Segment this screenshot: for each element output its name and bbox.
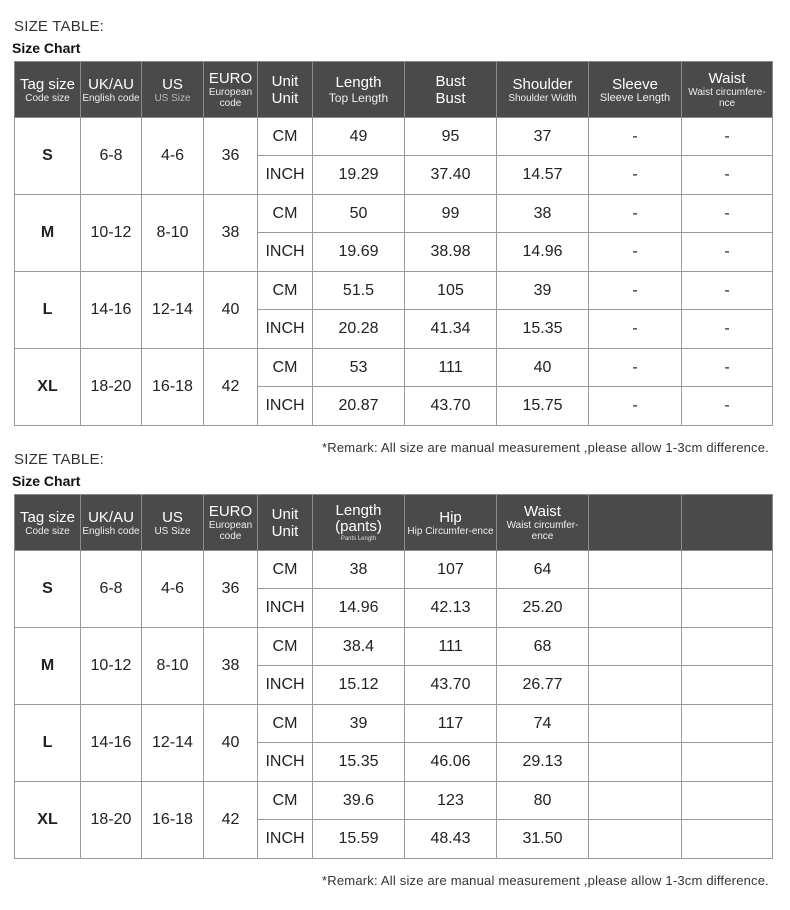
table-row [15,195,773,233]
unit-cell: CM [258,705,313,743]
measurement-cell: 117 [405,705,497,743]
tag-size-cell: M [15,195,81,272]
size-chart-table [14,494,773,859]
header-bust: Bust Bust [405,62,497,118]
remark-note: *Remark: All size are manual measurement ,please allow 1-3cm difference. [322,440,769,455]
measurement-cell: 46.06 [405,743,497,782]
header-empty-2 [682,495,773,551]
unit-cell: CM [258,272,313,310]
measurement-cell: 105 [405,272,497,310]
size-chart-label: Size Chart [12,40,81,56]
measurement-cell: - [589,387,682,426]
measurement-cell: 123 [405,782,497,820]
measurement-cell: 39 [497,272,589,310]
unit-cell: INCH [258,233,313,272]
measurement-cell [589,743,682,782]
table-row [15,349,773,387]
measurement-cell: 42.13 [405,589,497,628]
measurement-cell: 74 [497,705,589,743]
unit-cell: INCH [258,743,313,782]
uk-size-cell: 10-12 [81,628,142,705]
measurement-cell: 15.12 [313,666,405,705]
header-tag-size: Tag size Code size [15,495,81,551]
us-size-cell: 4-6 [142,551,204,628]
size-table-label: SIZE TABLE: [14,18,105,35]
measurement-cell: - [682,195,773,233]
measurement-cell: - [682,310,773,349]
size-chart-label: Size Chart [12,473,81,489]
measurement-cell: 14.57 [497,156,589,195]
uk-size-cell: 14-16 [81,272,142,349]
measurement-cell: 43.70 [405,387,497,426]
measurement-cell [589,820,682,859]
tag-size-cell: L [15,705,81,782]
euro-size-cell: 36 [204,551,258,628]
measurement-cell: 37 [497,118,589,156]
measurement-cell: - [682,387,773,426]
unit-cell: CM [258,118,313,156]
measurement-cell: 19.29 [313,156,405,195]
measurement-cell: 19.69 [313,233,405,272]
measurement-cell: 15.35 [497,310,589,349]
euro-size-cell: 40 [204,705,258,782]
measurement-cell: 38.98 [405,233,497,272]
header-waist: Waist Waist circumfer-ence [497,495,589,551]
euro-size-cell: 42 [204,349,258,426]
measurement-cell: 37.40 [405,156,497,195]
header-us: US US Size [142,495,204,551]
header-length-pants: Length (pants) Pants Length [313,495,405,551]
measurement-cell: 14.96 [313,589,405,628]
measurement-cell: 29.13 [497,743,589,782]
header-euro: EURO European code [204,495,258,551]
measurement-cell: - [589,310,682,349]
header-unit: Unit Unit [258,62,313,118]
header-hip: Hip Hip Circumfer-ence [405,495,497,551]
unit-cell: CM [258,551,313,589]
measurement-cell: 49 [313,118,405,156]
header-shoulder: Shoulder Shoulder Width [497,62,589,118]
measurement-cell: 64 [497,551,589,589]
tag-size-cell: S [15,551,81,628]
measurement-cell: - [589,195,682,233]
measurement-cell: 15.35 [313,743,405,782]
header-us: US US Size [142,62,204,118]
uk-size-cell: 6-8 [81,551,142,628]
measurement-cell: 39 [313,705,405,743]
uk-size-cell: 6-8 [81,118,142,195]
measurement-cell: 43.70 [405,666,497,705]
measurement-cell: - [589,349,682,387]
euro-size-cell: 38 [204,628,258,705]
unit-cell: CM [258,628,313,666]
measurement-cell: - [682,272,773,310]
measurement-cell: 15.75 [497,387,589,426]
header-sleeve: Sleeve Sleeve Length [589,62,682,118]
uk-size-cell: 10-12 [81,195,142,272]
measurement-cell: - [682,118,773,156]
tag-size-cell: XL [15,782,81,859]
header-row [15,495,773,551]
measurement-cell: 31.50 [497,820,589,859]
table-row [15,782,773,820]
header-euro: EURO European code [204,62,258,118]
uk-size-cell: 18-20 [81,782,142,859]
size-chart-table [14,61,773,426]
measurement-cell [589,705,682,743]
euro-size-cell: 38 [204,195,258,272]
tag-size-cell: L [15,272,81,349]
measurement-cell: - [589,272,682,310]
header-uk-au: UK/AU English code [81,495,142,551]
us-size-cell: 16-18 [142,782,204,859]
measurement-cell: 38.4 [313,628,405,666]
measurement-cell [682,820,773,859]
unit-cell: INCH [258,820,313,859]
euro-size-cell: 42 [204,782,258,859]
unit-cell: CM [258,349,313,387]
measurement-cell [682,743,773,782]
measurement-cell [589,551,682,589]
measurement-cell [682,782,773,820]
measurement-cell [682,628,773,666]
tag-size-cell: XL [15,349,81,426]
tag-size-cell: M [15,628,81,705]
measurement-cell: 51.5 [313,272,405,310]
table-row [15,551,773,589]
header-row [15,62,773,118]
measurement-cell: 20.28 [313,310,405,349]
unit-cell: INCH [258,666,313,705]
measurement-cell [682,589,773,628]
unit-cell: CM [258,195,313,233]
us-size-cell: 16-18 [142,349,204,426]
measurement-cell: 53 [313,349,405,387]
measurement-cell: 50 [313,195,405,233]
measurement-cell: 111 [405,628,497,666]
measurement-cell: - [589,118,682,156]
measurement-cell [589,589,682,628]
header-unit: Unit Unit [258,495,313,551]
measurement-cell: - [682,233,773,272]
uk-size-cell: 14-16 [81,705,142,782]
us-size-cell: 8-10 [142,195,204,272]
measurement-cell [682,551,773,589]
measurement-cell: 38 [313,551,405,589]
tag-size-cell: S [15,118,81,195]
measurement-cell: 99 [405,195,497,233]
measurement-cell: - [682,349,773,387]
measurement-cell: 107 [405,551,497,589]
measurement-cell: - [589,156,682,195]
header-tag-size: Tag size Code size [15,62,81,118]
us-size-cell: 4-6 [142,118,204,195]
measurement-cell: 40 [497,349,589,387]
header-length: Length Top Length [313,62,405,118]
us-size-cell: 8-10 [142,628,204,705]
us-size-cell: 12-14 [142,705,204,782]
header-uk-au: UK/AU English code [81,62,142,118]
us-size-cell: 12-14 [142,272,204,349]
unit-cell: INCH [258,310,313,349]
size-table-label: SIZE TABLE: [14,451,105,468]
unit-cell: INCH [258,387,313,426]
unit-cell: INCH [258,156,313,195]
measurement-cell: 14.96 [497,233,589,272]
measurement-cell: 38 [497,195,589,233]
size-table-section-pants [0,433,790,910]
table-row [15,705,773,743]
measurement-cell: 48.43 [405,820,497,859]
table-row [15,272,773,310]
measurement-cell [682,705,773,743]
measurement-cell: 80 [497,782,589,820]
measurement-cell [682,666,773,705]
measurement-cell: 39.6 [313,782,405,820]
measurement-cell: 26.77 [497,666,589,705]
measurement-cell: 20.87 [313,387,405,426]
measurement-cell: - [682,156,773,195]
table-row [15,118,773,156]
measurement-cell [589,666,682,705]
measurement-cell [589,628,682,666]
measurement-cell: 41.34 [405,310,497,349]
uk-size-cell: 18-20 [81,349,142,426]
unit-cell: INCH [258,589,313,628]
remark-note: *Remark: All size are manual measurement ,please allow 1-3cm difference. [322,873,769,888]
measurement-cell: 15.59 [313,820,405,859]
measurement-cell [589,782,682,820]
measurement-cell: 111 [405,349,497,387]
euro-size-cell: 40 [204,272,258,349]
unit-cell: CM [258,782,313,820]
table-row [15,628,773,666]
measurement-cell: 25.20 [497,589,589,628]
header-waist: Waist Waist circumfere-nce [682,62,773,118]
measurement-cell: 95 [405,118,497,156]
measurement-cell: 68 [497,628,589,666]
euro-size-cell: 36 [204,118,258,195]
measurement-cell: - [589,233,682,272]
header-empty-1 [589,495,682,551]
